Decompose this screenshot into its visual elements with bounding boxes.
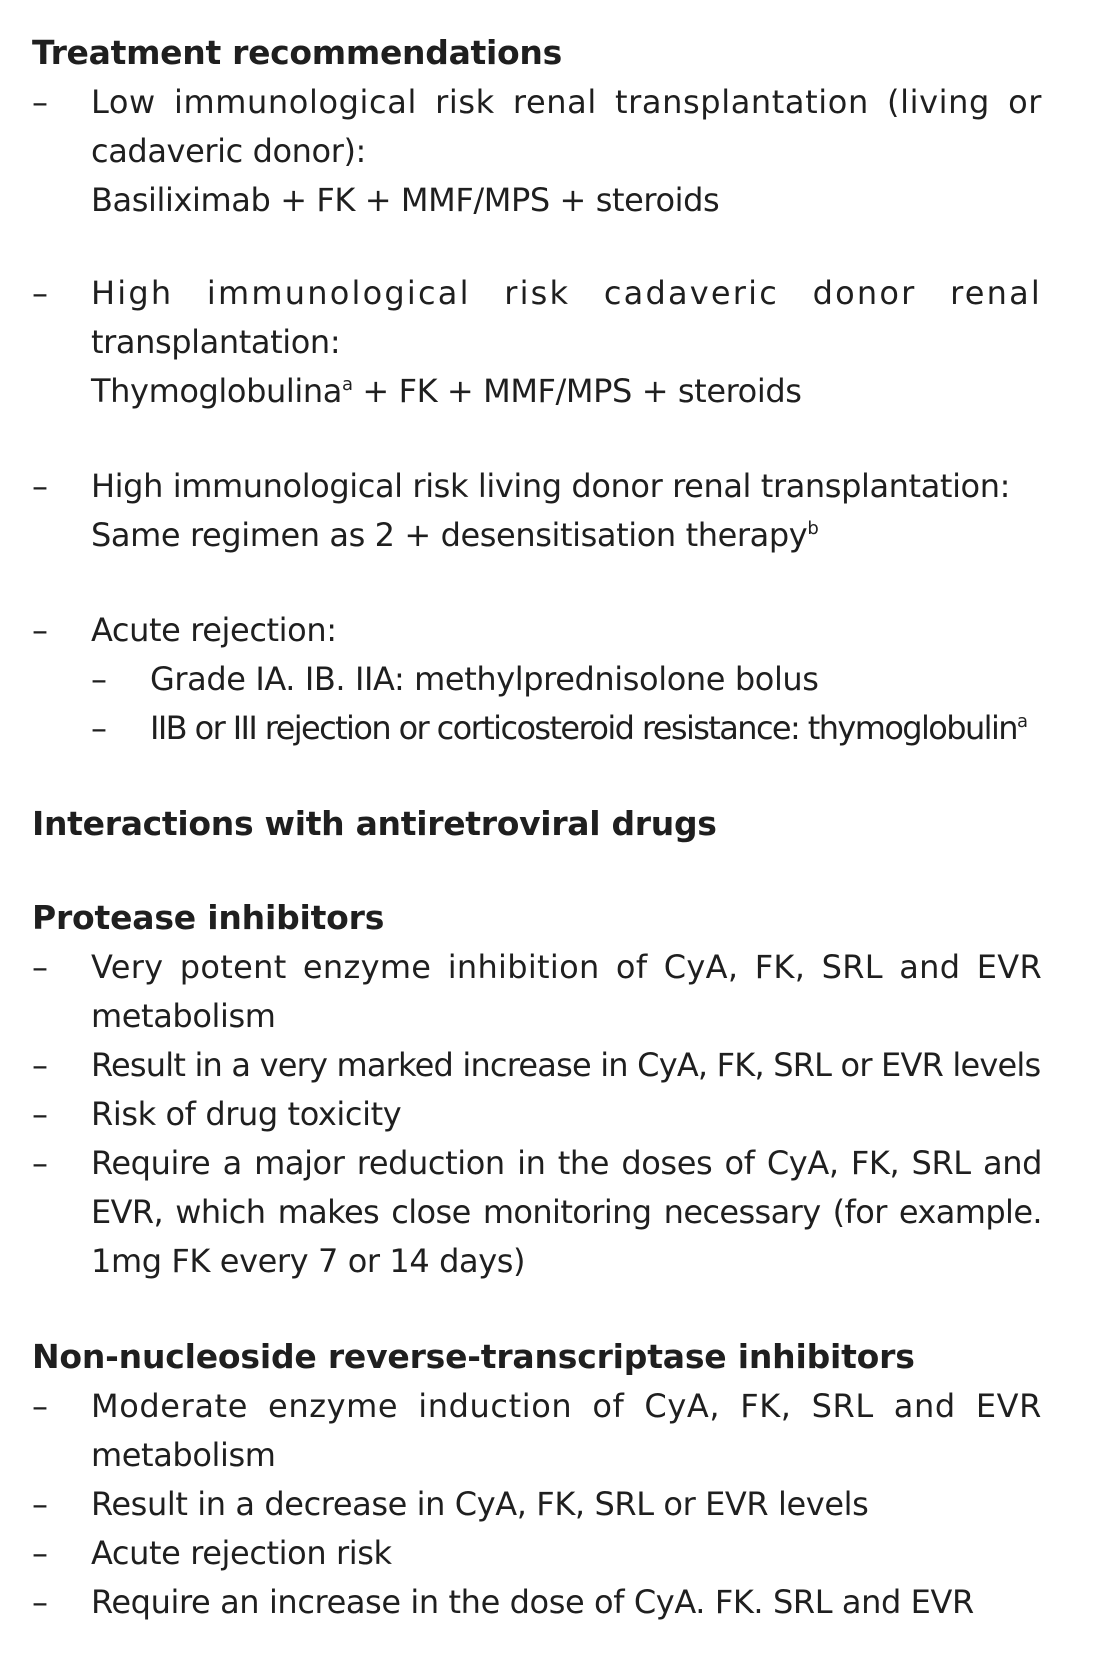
item-line: Require an increase in the dose of CyA. FK. SRL and EVR	[91, 1583, 974, 1621]
protease-heading: Protease inhibitors	[32, 898, 385, 937]
bullet-dash: –	[32, 467, 48, 505]
item-line: Very potent enzyme inhibition of CyA, FK, SRL and EVR	[91, 948, 1042, 986]
treatment-item-high-risk-living	[32, 462, 1042, 560]
item-line: High immunological risk cadaveric donor renal	[91, 274, 1042, 312]
item-line: High immunological risk living donor renal transplantation:	[91, 467, 1010, 505]
item-line: Risk of drug toxicity	[91, 1095, 402, 1133]
footnote-marker: a	[1016, 711, 1027, 732]
bullet-dash: –	[32, 1534, 48, 1572]
item-line: Low immunological risk renal transplantation (living or	[91, 83, 1042, 121]
treatment-item-acute-rejection	[32, 606, 1042, 753]
bullet-dash: –	[32, 1046, 48, 1084]
protease-item	[32, 1090, 1042, 1139]
item-line: metabolism	[91, 1436, 276, 1474]
sub-item-text: Grade IA. IB. IIA: methylprednisolone bolus	[150, 660, 819, 698]
document-page	[32, 28, 1042, 1627]
item-regimen	[91, 511, 1042, 560]
nnrti-item	[32, 1578, 1042, 1627]
item-line: Result in a very marked increase in CyA, FK, SRL or EVR levels	[91, 1046, 1041, 1084]
regimen-text: Thymoglobulina	[91, 372, 342, 410]
item-line: Moderate enzyme induction of CyA, FK, SRL and EVR	[91, 1387, 1042, 1425]
item-line: Acute rejection risk	[91, 1534, 392, 1572]
bullet-dash: –	[32, 1485, 48, 1523]
item-line: Result in a decrease in CyA, FK, SRL or EVR levels	[91, 1485, 869, 1523]
protease-item	[32, 943, 1042, 1041]
regimen-text: Same regimen as 2 + desensitisation therapy	[91, 516, 808, 554]
item-line: transplantation:	[91, 323, 341, 361]
interactions-heading: Interactions with antiretroviral drugs	[32, 804, 717, 843]
protease-item	[32, 1139, 1042, 1286]
treatment-heading: Treatment recommendations	[32, 33, 562, 72]
nnrti-item	[32, 1529, 1042, 1578]
bullet-dash: –	[91, 709, 106, 747]
bullet-dash: –	[32, 1387, 48, 1425]
footnote-marker: b	[807, 518, 819, 539]
regimen-text: + FK + MMF/MPS + steroids	[352, 372, 802, 410]
sub-item-resistance	[91, 704, 1042, 753]
bullet-dash: –	[32, 1095, 48, 1133]
footnote-marker: a	[341, 374, 353, 395]
item-regimen	[91, 367, 1042, 416]
protease-item	[32, 1041, 1042, 1090]
item-line: Acute rejection:	[91, 611, 337, 649]
item-line: Require a major reduction in the doses of CyA, FK, SRL and	[91, 1144, 1042, 1182]
bullet-dash: –	[32, 274, 48, 312]
bullet-dash: –	[32, 1583, 48, 1621]
sub-item-text: IIB or III rejection or corticosteroid resistance: thymoglobulin	[150, 709, 1017, 747]
bullet-dash: –	[32, 1144, 48, 1182]
item-line: 1mg FK every 7 or 14 days)	[91, 1242, 526, 1280]
nnrti-heading: Non-nucleoside reverse-transcriptase inhibitors	[32, 1337, 915, 1376]
bullet-dash: –	[32, 611, 48, 649]
sub-item-grade	[91, 655, 1042, 704]
item-line: metabolism	[91, 997, 276, 1035]
treatment-item-low-risk	[32, 78, 1042, 225]
bullet-dash: –	[32, 948, 48, 986]
item-line: cadaveric donor):	[91, 132, 366, 170]
treatment-item-high-risk-cadaveric	[32, 269, 1042, 416]
nnrti-item	[32, 1382, 1042, 1480]
bullet-dash: –	[32, 83, 48, 121]
item-line: EVR, which makes close monitoring necessary (for example.	[91, 1193, 1042, 1231]
bullet-dash: –	[91, 660, 107, 698]
nnrti-item	[32, 1480, 1042, 1529]
item-line: Basiliximab + FK + MMF/MPS + steroids	[91, 181, 720, 219]
